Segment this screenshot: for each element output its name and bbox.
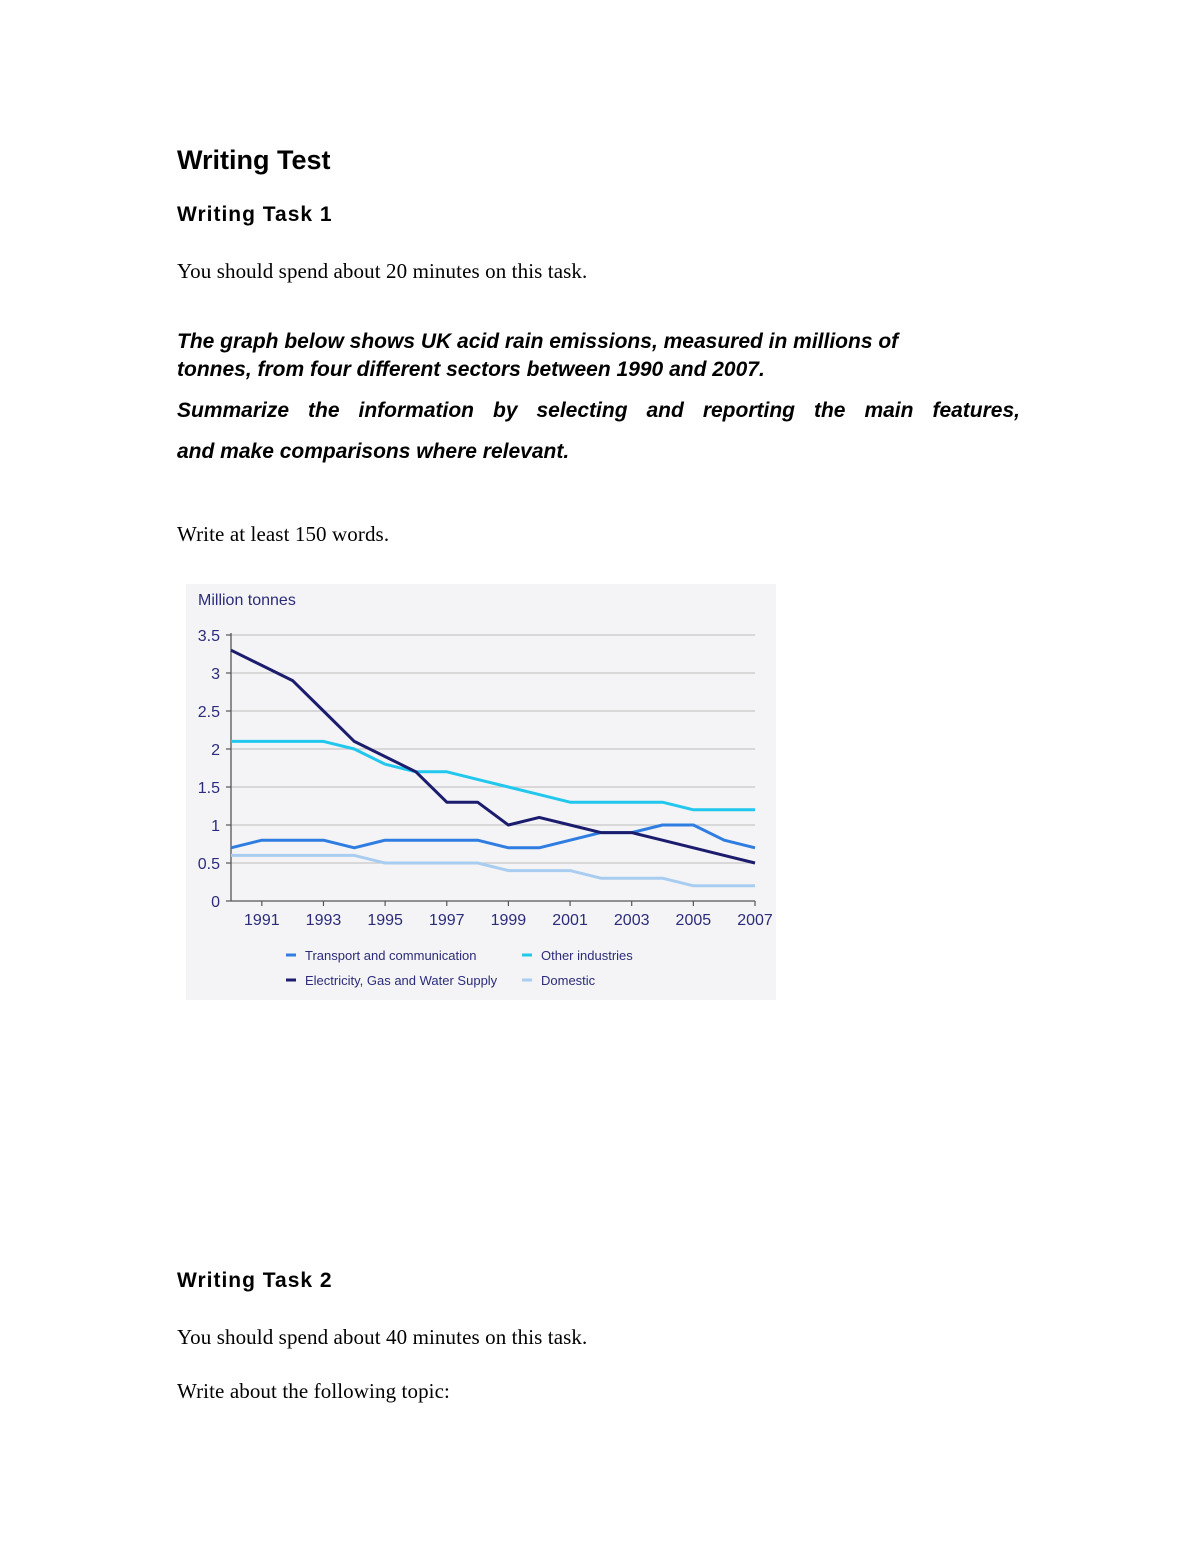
task1-heading: Writing Task 1 xyxy=(177,203,333,226)
document-title: Writing Test xyxy=(177,145,331,175)
x-tick-label: 1999 xyxy=(490,912,527,929)
task2-heading: Writing Task 2 xyxy=(177,1269,333,1292)
legend-label: Domestic xyxy=(541,973,596,988)
task1-prompt-line-2: tonnes, from four different sectors between 1990 and 2007. xyxy=(177,358,765,381)
y-tick-label: 3 xyxy=(211,666,220,683)
y-tick-label: 0 xyxy=(211,894,220,911)
chart-background xyxy=(186,584,776,1000)
task1-word-note: Write at least 150 words. xyxy=(177,522,390,546)
task1-prompt-line-4: and make comparisons where relevant. xyxy=(177,440,570,463)
chart-x-ticks xyxy=(244,901,773,929)
x-tick-label: 2005 xyxy=(675,912,712,929)
y-tick-label: 2.5 xyxy=(197,704,220,721)
task2-topic-note: Write about the following topic: xyxy=(177,1379,450,1403)
x-tick-label: 2001 xyxy=(552,912,588,929)
legend-label: Other industries xyxy=(541,948,633,963)
y-tick-label: 2 xyxy=(211,742,220,759)
task2-time-note: You should spend about 40 minutes on this task. xyxy=(177,1325,588,1349)
x-tick-label: 2003 xyxy=(613,912,650,929)
legend-label: Electricity, Gas and Water Supply xyxy=(305,973,498,988)
legend-label: Transport and communication xyxy=(305,948,477,963)
x-tick-label: 1991 xyxy=(244,912,280,929)
x-tick-label: 1997 xyxy=(428,912,465,929)
y-tick-label: 3.5 xyxy=(197,628,220,645)
x-tick-label: 2007 xyxy=(737,912,773,929)
x-tick-label: 1993 xyxy=(305,912,342,929)
y-tick-label: 1.5 xyxy=(197,780,220,797)
y-tick-label: 1 xyxy=(211,818,220,835)
y-tick-label: 0.5 xyxy=(197,856,220,873)
task1-prompt-line-1: The graph below shows UK acid rain emissions, measured in millions of xyxy=(177,330,899,353)
emissions-line-chart xyxy=(186,584,776,1000)
task1-time-note: You should spend about 20 minutes on this task. xyxy=(177,259,588,283)
x-tick-label: 1995 xyxy=(367,912,403,929)
task1-prompt-line-3: Summarize the information by selecting and reporting the main features, xyxy=(177,399,1020,422)
chart-y-axis-label: Million tonnes xyxy=(198,592,296,609)
